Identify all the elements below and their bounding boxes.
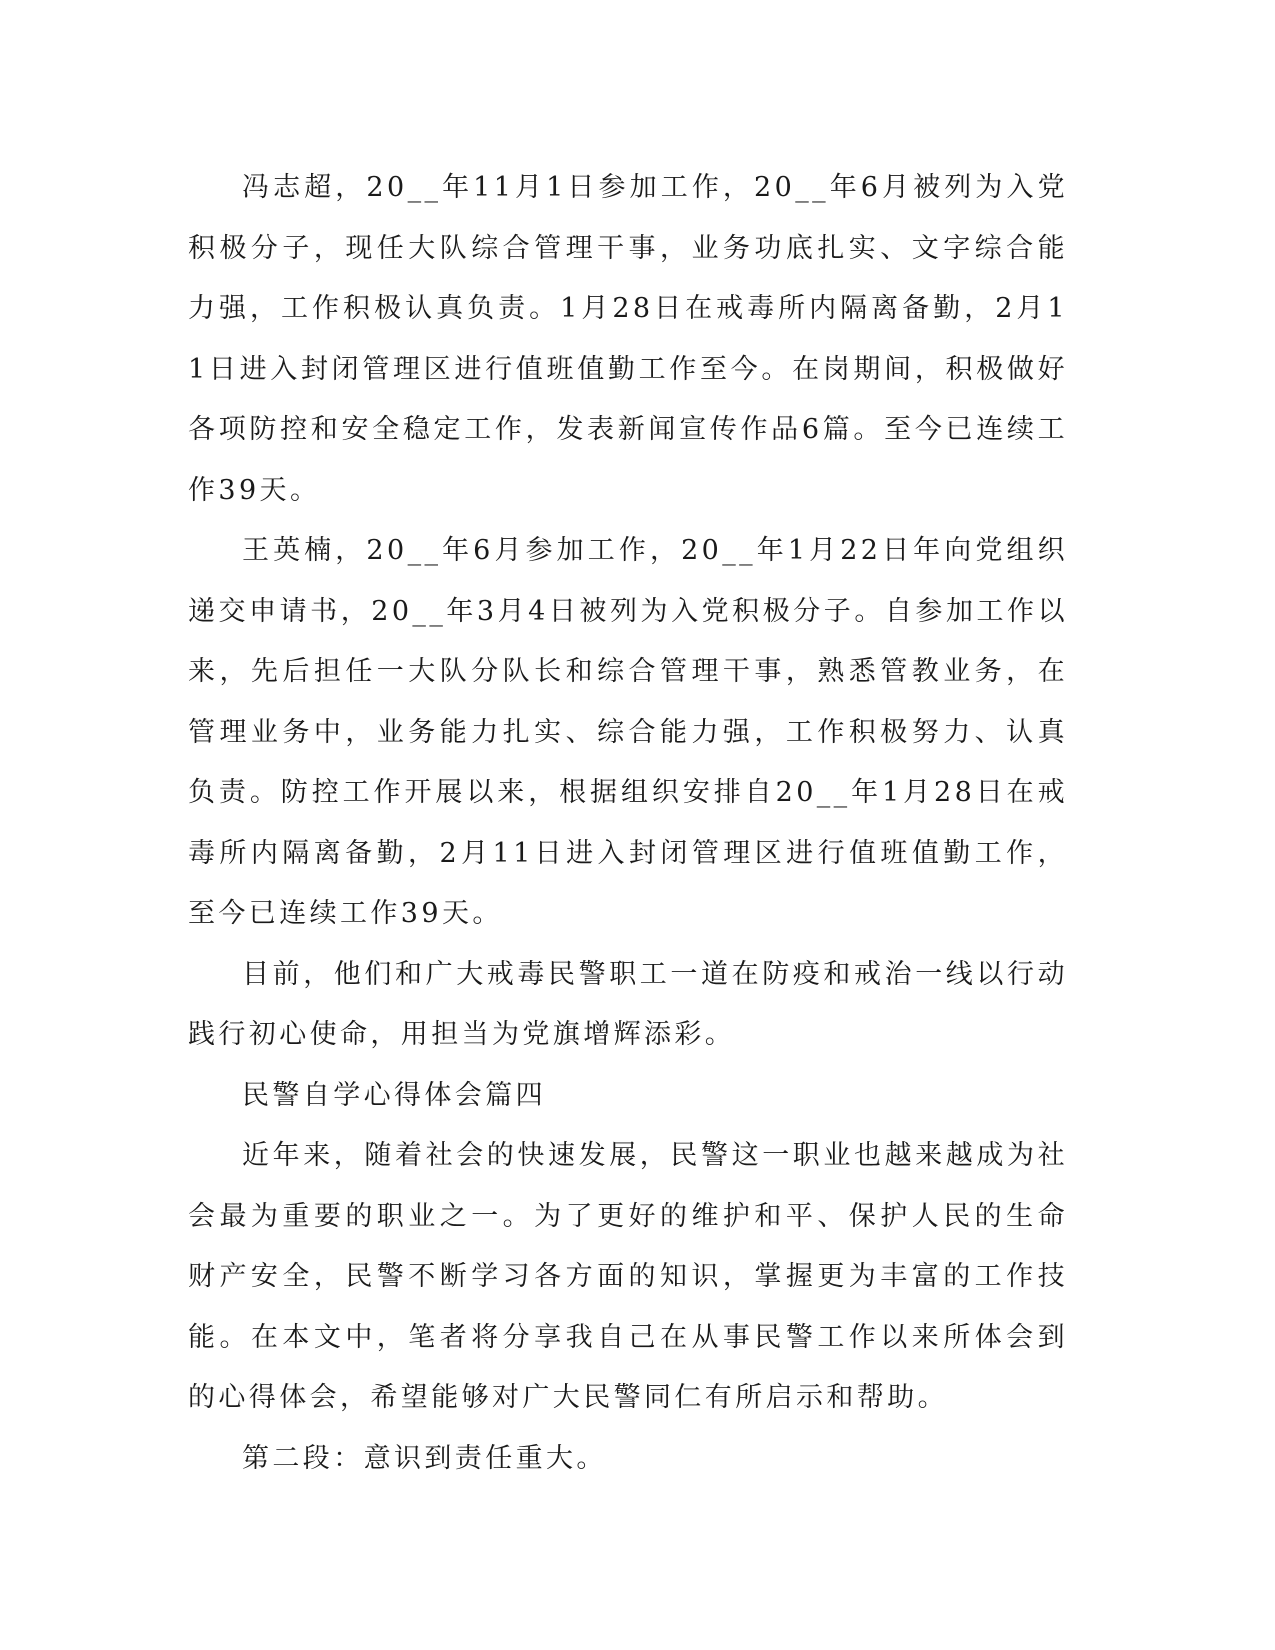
paragraph-section-two: 第二段：意识到责任重大。	[242, 1442, 607, 1474]
section-heading: 民警自学心得体会篇四	[242, 1079, 546, 1111]
paragraph-wang-yingnan: 王英楠，20__年6月参加工作，20__年1月22日年向党组织递交申请书，20__年3月4日被列为入党积极分子。自参加工作以来，先后担任一大队分队长和综合管理干事，熟悉管教业务，在管理业务中，业务能力扎实、综合能力强，工作积极努力、认真负责。防控工作开展以来，根据组织安排自20__年1月28日在戒毒所内隔离备勤，2月11日进入封闭管理区进行值班值勤工作，至今已连续工作39天。	[188, 535, 1068, 929]
paragraph-intro: 近年来，随着社会的快速发展，民警这一职业也越来越成为社会最为重要的职业之一。为了更好的维护和平、保护人民的生命财产安全，民警不断学习各方面的知识，掌握更为丰富的工作技能。在本文中，笔者将分享我自己在从事民警工作以来所体会到的心得体会，希望能够对广大民警同仁有所启示和帮助。	[188, 1140, 1068, 1413]
paragraph-conclusion: 目前，他们和广大戒毒民警职工一道在防疫和戒治一线以行动践行初心使命，用担当为党旗增辉添彩。	[188, 958, 1068, 1050]
paragraph-feng-zhichao: 冯志超，20__年11月1日参加工作，20__年6月被列为入党积极分子，现任大队综合管理干事，业务功底扎实、文字综合能力强，工作积极认真负责。1月28日在戒毒所内隔离备勤，2月11日进入封闭管理区进行值班值勤工作至今。在岗期间，积极做好各项防控和安全稳定工作，发表新闻宣传作品6篇。至今已连续工作39天。	[188, 172, 1068, 506]
document-body	[188, 158, 1068, 1489]
